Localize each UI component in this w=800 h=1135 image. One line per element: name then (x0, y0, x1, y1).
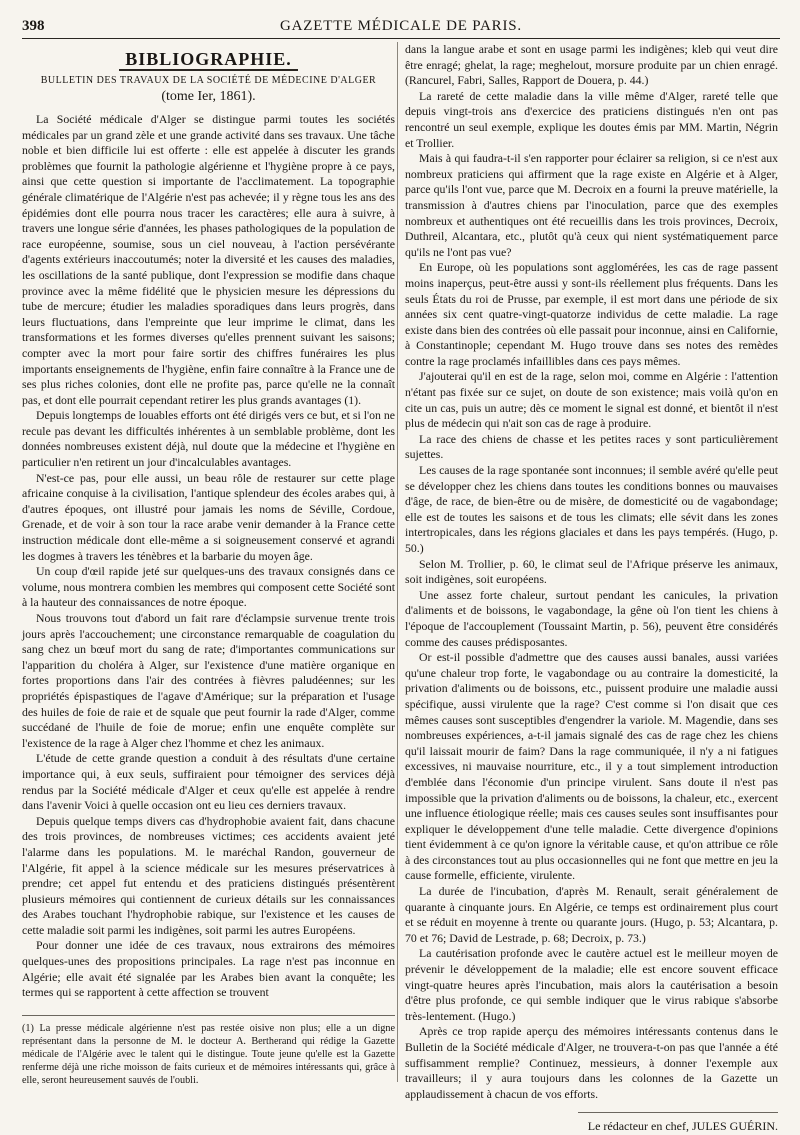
page-number: 398 (22, 18, 45, 34)
editor-signature: Le rédacteur en chef, JULES GUÉRIN. (578, 1112, 778, 1135)
paragraph: Après ce trop rapide aperçu des mémoires intéressants contenus dans le Bulletin de la Société médicale d'Alger, ne trouvera-t-on pas que l'année a été suffisamment remplie? Continuez, messieurs, à donner l'exemple aux travailleurs; il y aura toujours dans les colonnes de la Gazette un applaudissement à chacun de vos efforts. (405, 1024, 778, 1101)
paragraph: Or est-il possible d'admettre que des causes aussi banales, aussi variées qu'une chaleur trop forte, le vagabondage ou au contraire la domesticité, la privation d'aliments ou de boissons, etc., puissent produire une maladie aussi spécifique, aussi virulente que la rage? C'est comme si l'on disait que ces mêmes causes sont susceptibles d'engendrer la variole. M. Magendie, dans ses nombreuses expériences, a-t-il jamais signalé des cas de rage chez les chiens qu'il laissait mourir de faim? Dans la rage communiquée, il n'y a ni fatigues excessives, ni mauvaise nourriture, etc., il y a tout simplement introduction d'emblée dans l'économie d'un principe virulent. Sans doute il n'est pas impossible que la privation d'aliments ou de boissons, la chaleur, etc., exercent une influence étiologique réelle; mais ces causes seules sont insuffisantes pour expliquer le développement d'une telle maladie. Cette divergence d'opinions tient évidemment à ce qu'on ignore la véritable cause, et qu'on attribue ce rôle à des circonstances tout au plus occasionnelles qui ne font que mettre en jeu la cause formelle, efficiente, virulente. (405, 650, 778, 883)
paragraph: Une assez forte chaleur, surtout pendant les canicules, la privation d'aliments et de boissons, le vagabondage, la gêne où l'on tient les chiens à l'époque de l'accouplement (Toussaint Martin, p. 56), peuvent être considérés comme des causes prédisposantes. (405, 587, 778, 649)
volume-line: (tome Ier, 1861). (161, 89, 256, 104)
paragraph: La durée de l'incubation, d'après M. Renault, serait généralement de quarante à cinquante jours. En Algérie, ce temps est ordinairement plus court et se réduit en moyenne à trente ou quarante jours. (Hugo, p. 53; Alcantara, p. 70 et 76; David de Lestrade, p. 68; Decroix, p. 73.) (405, 884, 778, 945)
section-title: BIBLIOGRAPHIE. (22, 48, 395, 70)
bulletin-subtitle: BULLETIN DES TRAVAUX DE LA SOCIÉTÉ DE MÉDECINE D'ALGER (40, 75, 377, 86)
paragraph: L'étude de cette grande question a conduit à des résultats d'une certaine importance qui, à eux seuls, suffiraient pour témoigner des services déjà rendus par la Société médicale d'Alger et ceux qu'elle est appelée à rendre dans l'avenir Voici à quelle occasion ont eu lieu ces derniers travaux. (22, 751, 395, 813)
paragraph: Nous trouvons tout d'abord un fait rare d'éclampsie survenue trente trois jours après l'accouchement; une circonstance remarquable de coagulation du sang chez un bœuf mort du sang de rate; d'importantes communications sur l'apparition du choléra à Alger, sur l'existence d'une matière organique en fortes proportions dans l'air des contrées à fièvres paludéennes; sur les propriétés épispastiques de l'agave d'Amérique; sur la préparation et l'usage des huiles de foie de raie et de squale que peut fournir la rade d'Alger, comme succédané de l'huile de foie de morue; enfin une enquête complète sur l'existence de la rage à Alger chez l'homme et chez les animaux. (22, 611, 395, 750)
paragraph: La rareté de cette maladie dans la ville même d'Alger, rareté telle que depuis vingt-trois ans d'exercice des praticiens distingués n'en ont pas rencontré un seul exemple, explique les doutes émis par MM. Martin, Négrin et Trollier. (405, 88, 778, 150)
paragraph: Pour donner une idée de ces travaux, nous extrairons des mémoires quelques-unes des propositions principales. La rage n'est pas inconnue en Algérie; elle avait été signalée par les Arabes bien avant la conquête; les termes qui se rapportent à cette affection se trouvent (22, 938, 395, 1000)
paragraph: En Europe, où les populations sont agglomérées, les cas de rage passent moins inaperçus, peut-être aussi y sont-ils réellement plus fréquents. Dans les seuls États du roi de Prusse, par exemple, il est mort dans une période de six années six cent quatre-vingt-quatorze individus de cette maladie. La rage existe dans bien des contrées où elle passait pour inconnue, ainsi en Californie, à Constantinople; cependant M. Hugo trouve dans ses notes des remèdes contre la rage proclamés infaillibles dans ces pays mêmes. (405, 260, 778, 368)
journal-title: GAZETTE MÉDICALE DE PARIS. (280, 18, 522, 34)
paragraph: La race des chiens de chasse et les petites races y sont particulièrement sujettes. (405, 431, 778, 462)
paragraph: La Société médicale d'Alger se distingue parmi toutes les sociétés médicales par un grand zèle et une grande activité dans ses travaux. Une tâche noble et bien difficile lui est offerte : elle est appelée à discuter les grands problèmes que fournit la pathologie algérienne et l'hygiène propre à ce pays, ainsi que cette question si importante de l'acclimatement. La topographie générale climatérique de l'Algérie n'est pas achevée; il y règne tous les ans des épidémies dont elle pourra nous tracer les caractères; elle aura à suivre, à travers une longue série d'années, les phases pathologiques de la population de race européenne, soumise, sous un ciel nouveau, à l'action persévérante d'agents extérieurs inaccoutumés; noter la diversité et les causes des maladies, les oscillations de la santé publique, dont l'expression se modifie dans chaque province avec la même fidélité que le physicien mesure les dépressions du tube de mercure; étudier les maladies sporadiques dans leurs progrès, dans leurs fluctuations, dans l'empreinte que leur imprime le climat, dans les transformations et les formes diverses qu'elles prennent suivant les saisons; compter avec la mort pour faire sortir des chiffres funéraires les plus importants enseignements de l'hygiène, enfin faire connaître à la France une de ses plus riches colonies, dont elle ne profite pas, parce qu'elle ne la connaît pas, et dont elle pourrait cependant retirer les plus grands avantages (1). (22, 112, 395, 407)
column-divider (397, 42, 398, 1082)
footnote: (1) La presse médicale algérienne n'est pas restée oisive non plus; elle a un digne représentant dans la personne de M. le docteur A. Bertherand qui rédige la Gazette médicale de l'Algérie avec le talent qui le distingue. Toute jeune qu'elle est la Gazette renferme déjà une riche moisson de faits curieux et de mémoires intéressants qui, grâce à elle, seront heureusement sauvés de l'oubli. (22, 1022, 395, 1086)
paragraph: La cautérisation profonde avec le cautère actuel est le meilleur moyen de prévenir le développement de la maladie; elle est encore souvent efficace vingt-quatre heures après l'incubation, mais alors la cautérisation a besoin d'être plus profonde, ce qui semble indiquer que le virus rabique s'absorbe très-lentement. (Hugo.) (405, 946, 778, 1023)
paragraph: Selon M. Trollier, p. 60, le climat seul de l'Afrique préserve les animaux, soit indigènes, soit européens. (405, 556, 778, 587)
paragraph: Un coup d'œil rapide jeté sur quelques-uns des travaux consignés dans ce volume, nous montrera combien les membres qui composent cette Société sont à la hauteur des connaissances de notre époque. (22, 564, 395, 610)
paragraph: Depuis longtemps de louables efforts ont été dirigés vers ce but, et si l'on ne recule pas devant les difficultés inhérentes à un semblable problème, dont les données nombreuses existent déjà, nul doute que la médecine et l'hygiène en particulier n'en retirent un jour d'incalculables avantages. (22, 408, 395, 470)
paragraph: J'ajouterai qu'il en est de la rage, selon moi, comme en Algérie : l'attention n'étant pas fixée sur ce sujet, on doute de son existence; mais voilà qu'on en cite un cas, puis un autre; dès ce moment le signal est donné, et bientôt il n'est plus de médecin qui n'ait son cas de rage à produire. (405, 369, 778, 431)
footnote-divider (22, 1015, 395, 1016)
left-column (22, 42, 395, 1086)
paragraph: N'est-ce pas, pour elle aussi, un beau rôle de restaurer sur cette plage africaine conquise à la civilisation, l'antique splendeur des écoles arabes qui, à d'autres époques, ont illustré pour jamais les noms de Séville, Cordoue, Grenade, et de voir à son tour la race arabe venir demander à la France cette instruction médicale dont elle-même a si soigneusement conservé et agrandi les dogmes à travers les ténèbres et la barbarie du moyen âge. (22, 470, 395, 563)
right-column (405, 42, 778, 1134)
page-header (22, 12, 780, 39)
paragraph: Les causes de la rage spontanée sont inconnues; il semble avéré qu'elle peut se développer chez les chiens dans toutes les conditions bonnes ou mauvaises d'âge, de race, de bien-être ou de misère, de domesticité ou de vagabondage; elle est de toutes les saisons et de tous les climats; elle sévit dans les zones intertropicales, dans les régions glaciales et dans les pays tempérés. (Hugo, p. 50.) (405, 463, 778, 555)
paragraph: dans la langue arabe et sont en usage parmi les indigènes; kleb qui veut dire être enragé; ghelat, la rage; meghelout, morsure produite par un chien enragé. (Rancurel, Fabri, Salles, Rapport de Douera, p. 44.) (405, 42, 778, 88)
paragraph: Mais à qui faudra-t-il s'en rapporter pour éclairer sa religion, si ce n'est aux nombreux praticiens qui affirment que la rage existe en Algérie et à Alger, parce qu'ils l'ont vue, parce que M. Decroix en a fourni la preuve matérielle, la transmission à d'autres chiens par l'inoculation, parce que des exemples nombreux et authentiques ont été recueillis dans les trois provinces, Decroix, Duthreil, Alcantara, etc., plutôt qu'à ceux qui nient systématiquement parce qu'ils ne l'ont pas vue? (405, 151, 778, 259)
paragraph: Depuis quelque temps divers cas d'hydrophobie avaient fait, dans chacune des trois provinces, de nombreuses victimes; ces accidents avaient jeté l'alarme dans les populations. M. le maréchal Randon, gouverneur de l'Algérie, fit appel à la science médicale sur les mesures préservatrices à prendre; cet appel fut entendu et des praticiens distingués présentèrent plusieurs mémoires qui contiennent de curieux détails sur les connaissances des Arabes touchant l'hydrophobie rabique, sur l'existence et les causes de cette maladie soit parmi les indigènes, soit parmi les autres Européens. (22, 813, 395, 937)
